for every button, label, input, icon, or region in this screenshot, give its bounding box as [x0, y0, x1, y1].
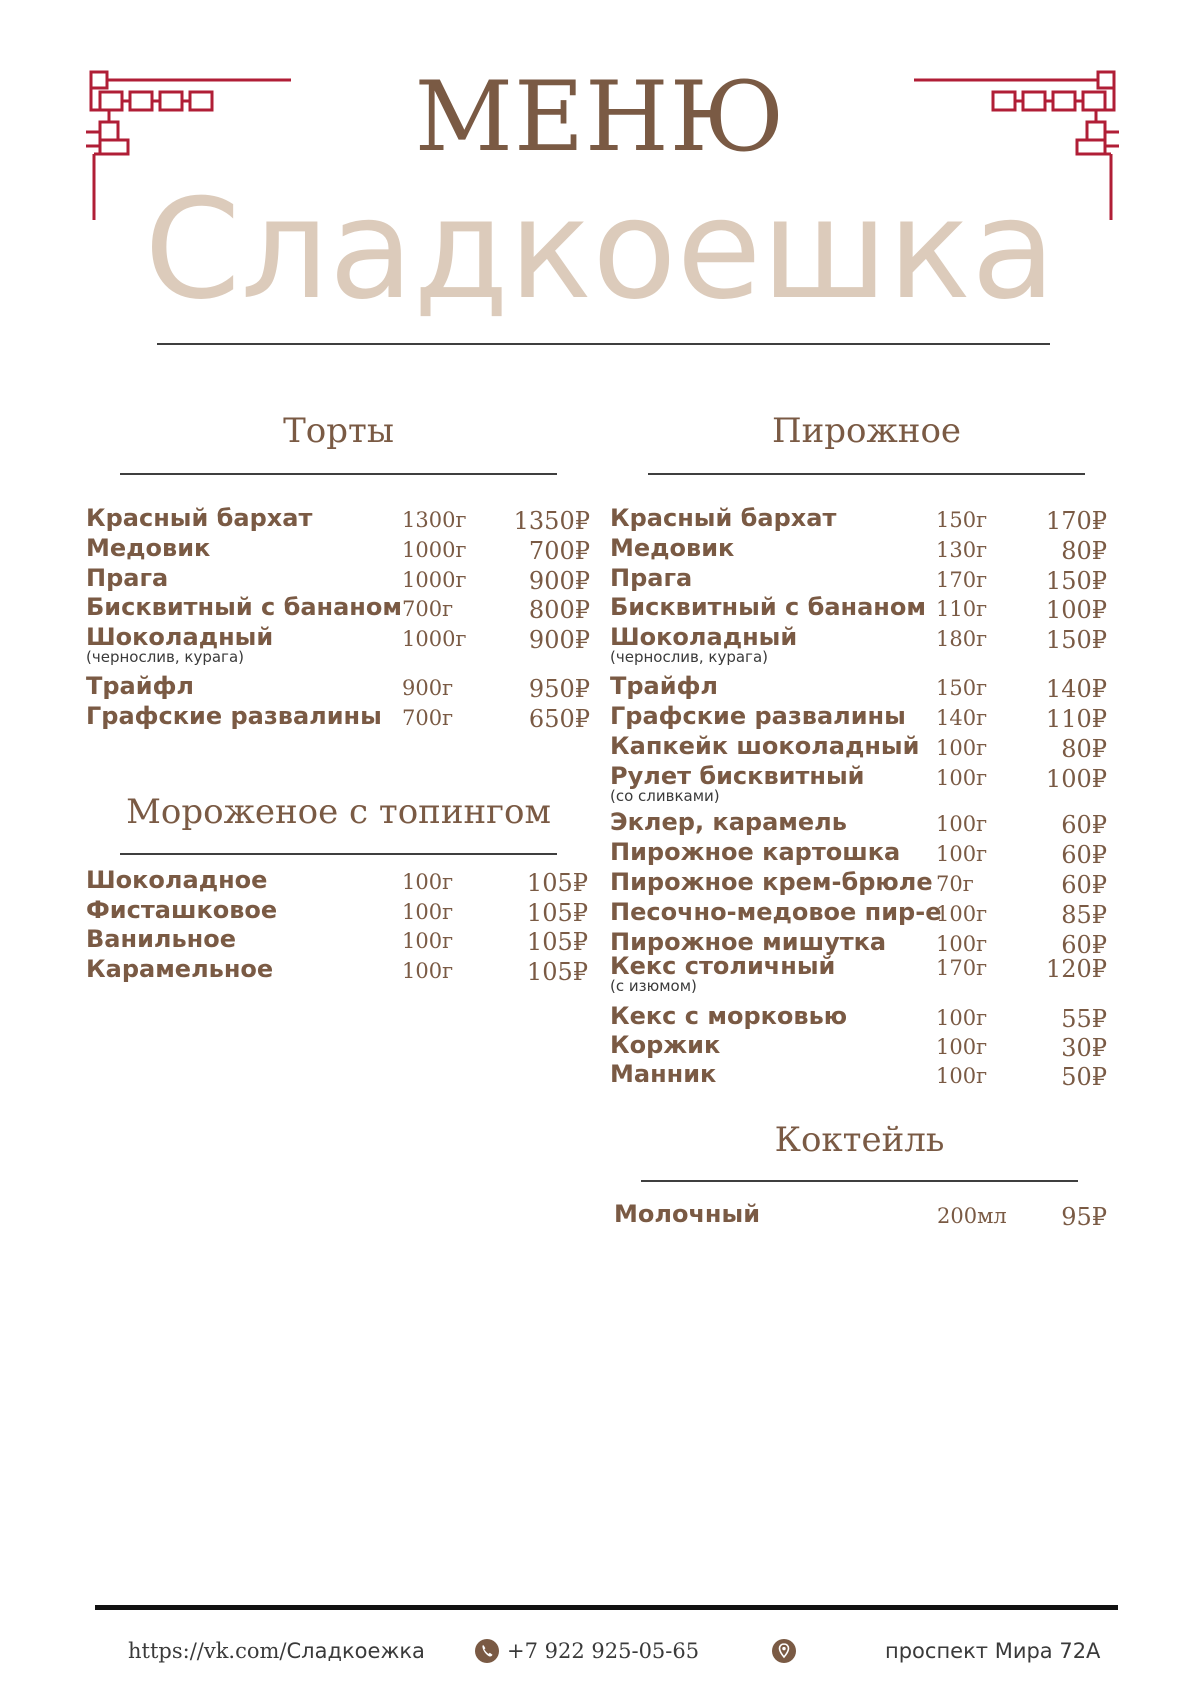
item-name: Фисташковое	[86, 896, 278, 924]
item-price: 55₽	[1061, 1005, 1107, 1033]
item-weight: 100г	[936, 812, 988, 836]
footer-address: проспект Мира 72А	[885, 1639, 1101, 1663]
item-name: Песочно-медовое пир-е	[610, 898, 942, 926]
menu-item	[86, 672, 590, 702]
item-price: 85₽	[1061, 901, 1107, 929]
item-name: Графские развалины	[86, 702, 382, 730]
item-name: Бисквитный с бананом	[86, 593, 402, 621]
phone-icon	[474, 1638, 500, 1664]
item-weight: 700г	[402, 597, 454, 621]
item-name: Капкейк шоколадный	[610, 732, 920, 760]
item-name: Трайфл	[86, 672, 194, 700]
item-price: 80₽	[1061, 735, 1107, 763]
item-name: Кекс с морковью	[610, 1002, 848, 1030]
item-weight: 100г	[936, 1035, 988, 1059]
menu-item	[610, 623, 1107, 666]
menu-item	[86, 564, 590, 594]
menu-item	[610, 672, 1107, 702]
item-price: 150₽	[1045, 626, 1107, 654]
item-price: 800₽	[528, 596, 590, 624]
menu-item	[610, 838, 1107, 868]
item-name: Пирожное крем-брюле	[610, 868, 933, 896]
item-weight: 100г	[402, 870, 454, 894]
item-weight: 900г	[402, 676, 454, 700]
item-price: 105₽	[526, 869, 588, 897]
item-weight: 1000г	[402, 627, 467, 651]
header-divider	[157, 343, 1050, 345]
menu-item	[610, 1002, 1107, 1032]
item-weight: 700г	[402, 706, 454, 730]
item-weight: 100г	[402, 929, 454, 953]
menu-item	[610, 1060, 1107, 1090]
menu-item	[614, 1200, 1107, 1230]
menu-item	[610, 504, 1107, 534]
menu-item	[610, 952, 1107, 995]
item-name: Шоколадный	[86, 623, 274, 651]
item-weight: 100г	[402, 959, 454, 983]
menu-item	[86, 925, 588, 955]
item-price: 150₽	[1045, 567, 1107, 595]
item-note: (чернослив, курага)	[610, 648, 768, 666]
item-name: Прага	[86, 564, 169, 592]
item-price: 60₽	[1061, 841, 1107, 869]
item-note: (чернослив, курага)	[86, 648, 244, 666]
item-weight: 110г	[936, 597, 988, 621]
item-weight: 200мл	[937, 1204, 1007, 1228]
item-price: 100₽	[1045, 596, 1107, 624]
menu-item	[86, 702, 590, 732]
menu-item	[610, 868, 1107, 898]
item-name: Красный бархат	[610, 504, 837, 532]
footer-phone[interactable]: +7 922 925-05-65	[507, 1639, 700, 1663]
item-weight: 100г	[936, 1064, 988, 1088]
item-name: Рулет бисквитный	[610, 762, 865, 790]
item-price: 100₽	[1045, 765, 1107, 793]
item-name: Прага	[610, 564, 693, 592]
footer-link-name: Сладкоежка	[286, 1639, 425, 1663]
menu-item	[610, 1031, 1107, 1061]
item-name: Манник	[610, 1060, 717, 1088]
item-price: 1350₽	[513, 507, 590, 535]
item-weight: 140г	[936, 706, 988, 730]
menu-item	[86, 593, 590, 623]
item-price: 105₽	[526, 928, 588, 956]
menu-item	[610, 564, 1107, 594]
menu-item	[86, 896, 588, 926]
item-price: 60₽	[1061, 811, 1107, 839]
section-divider-cakes	[120, 473, 557, 475]
item-price: 60₽	[1061, 871, 1107, 899]
footer-link[interactable]	[128, 1638, 425, 1664]
item-weight: 100г	[936, 842, 988, 866]
item-weight: 130г	[936, 538, 988, 562]
item-weight: 1000г	[402, 568, 467, 592]
footer-link-base: https://vk.com/	[128, 1639, 287, 1663]
item-name: Графские развалины	[610, 702, 906, 730]
item-price: 650₽	[528, 705, 590, 733]
menu-title: МЕНЮ	[414, 61, 786, 173]
item-price: 60₽	[1061, 931, 1107, 959]
menu-item	[86, 955, 588, 985]
item-price: 110₽	[1045, 705, 1107, 733]
item-weight: 100г	[936, 1006, 988, 1030]
item-weight: 100г	[936, 902, 988, 926]
item-name: Кекс столичный	[610, 952, 836, 980]
item-weight: 100г	[936, 736, 988, 760]
section-title-pastry: Пирожное	[771, 411, 962, 451]
item-weight: 100г	[936, 766, 988, 790]
item-name: Ванильное	[86, 925, 236, 953]
item-price: 105₽	[526, 899, 588, 927]
item-price: 700₽	[528, 537, 590, 565]
item-price: 900₽	[528, 626, 590, 654]
item-name: Шоколадный	[610, 623, 798, 651]
menu-item	[610, 534, 1107, 564]
menu-item	[610, 898, 1107, 928]
item-name: Карамельное	[86, 955, 274, 983]
section-title-cocktail: Коктейль	[774, 1120, 945, 1160]
item-weight: 180г	[936, 627, 988, 651]
item-price: 80₽	[1061, 537, 1107, 565]
item-price: 170₽	[1045, 507, 1107, 535]
menu-item	[610, 732, 1107, 762]
brand-name: Сладкоешка	[144, 169, 1056, 330]
item-weight: 100г	[936, 932, 988, 956]
item-name: Медовик	[86, 534, 211, 562]
item-name: Медовик	[610, 534, 735, 562]
menu-item	[610, 593, 1107, 623]
item-price: 900₽	[528, 567, 590, 595]
item-weight: 100г	[402, 900, 454, 924]
item-name: Красный бархат	[86, 504, 313, 532]
menu-item	[86, 534, 590, 564]
item-price: 50₽	[1061, 1063, 1107, 1091]
section-divider-icecream	[120, 853, 557, 855]
item-price: 105₽	[526, 958, 588, 986]
section-divider-pastry	[648, 473, 1085, 475]
item-weight: 170г	[936, 568, 988, 592]
section-divider-cocktail	[641, 1180, 1078, 1182]
item-weight: 1300г	[402, 508, 467, 532]
item-price: 30₽	[1061, 1034, 1107, 1062]
menu-item	[86, 623, 590, 666]
footer-bar	[95, 1605, 1118, 1610]
item-note: (с изюмом)	[610, 977, 697, 995]
menu-item	[610, 808, 1107, 838]
item-price: 140₽	[1045, 675, 1107, 703]
location-pin-icon	[771, 1638, 797, 1664]
item-name: Пирожное картошка	[610, 838, 901, 866]
item-name: Трайфл	[610, 672, 718, 700]
menu-item	[86, 866, 588, 896]
menu-item	[610, 762, 1107, 805]
item-note: (со сливками)	[610, 787, 720, 805]
item-name: Пирожное мишутка	[610, 928, 887, 956]
item-weight: 150г	[936, 508, 988, 532]
section-title-cakes: Торты	[283, 411, 394, 451]
item-price: 950₽	[528, 675, 590, 703]
item-name: Бисквитный с бананом	[610, 593, 926, 621]
section-title-icecream: Мороженое с топингом	[126, 792, 551, 832]
item-weight: 70г	[936, 872, 974, 896]
menu-item	[610, 702, 1107, 732]
item-price: 120₽	[1045, 955, 1107, 983]
item-name: Коржик	[610, 1031, 721, 1059]
item-price: 95₽	[1061, 1203, 1107, 1231]
item-name: Молочный	[614, 1200, 761, 1228]
menu-item	[86, 504, 590, 534]
item-name: Шоколадное	[86, 866, 268, 894]
item-weight: 1000г	[402, 538, 467, 562]
item-name: Эклер, карамель	[610, 808, 847, 836]
item-weight: 170г	[936, 956, 988, 980]
item-weight: 150г	[936, 676, 988, 700]
